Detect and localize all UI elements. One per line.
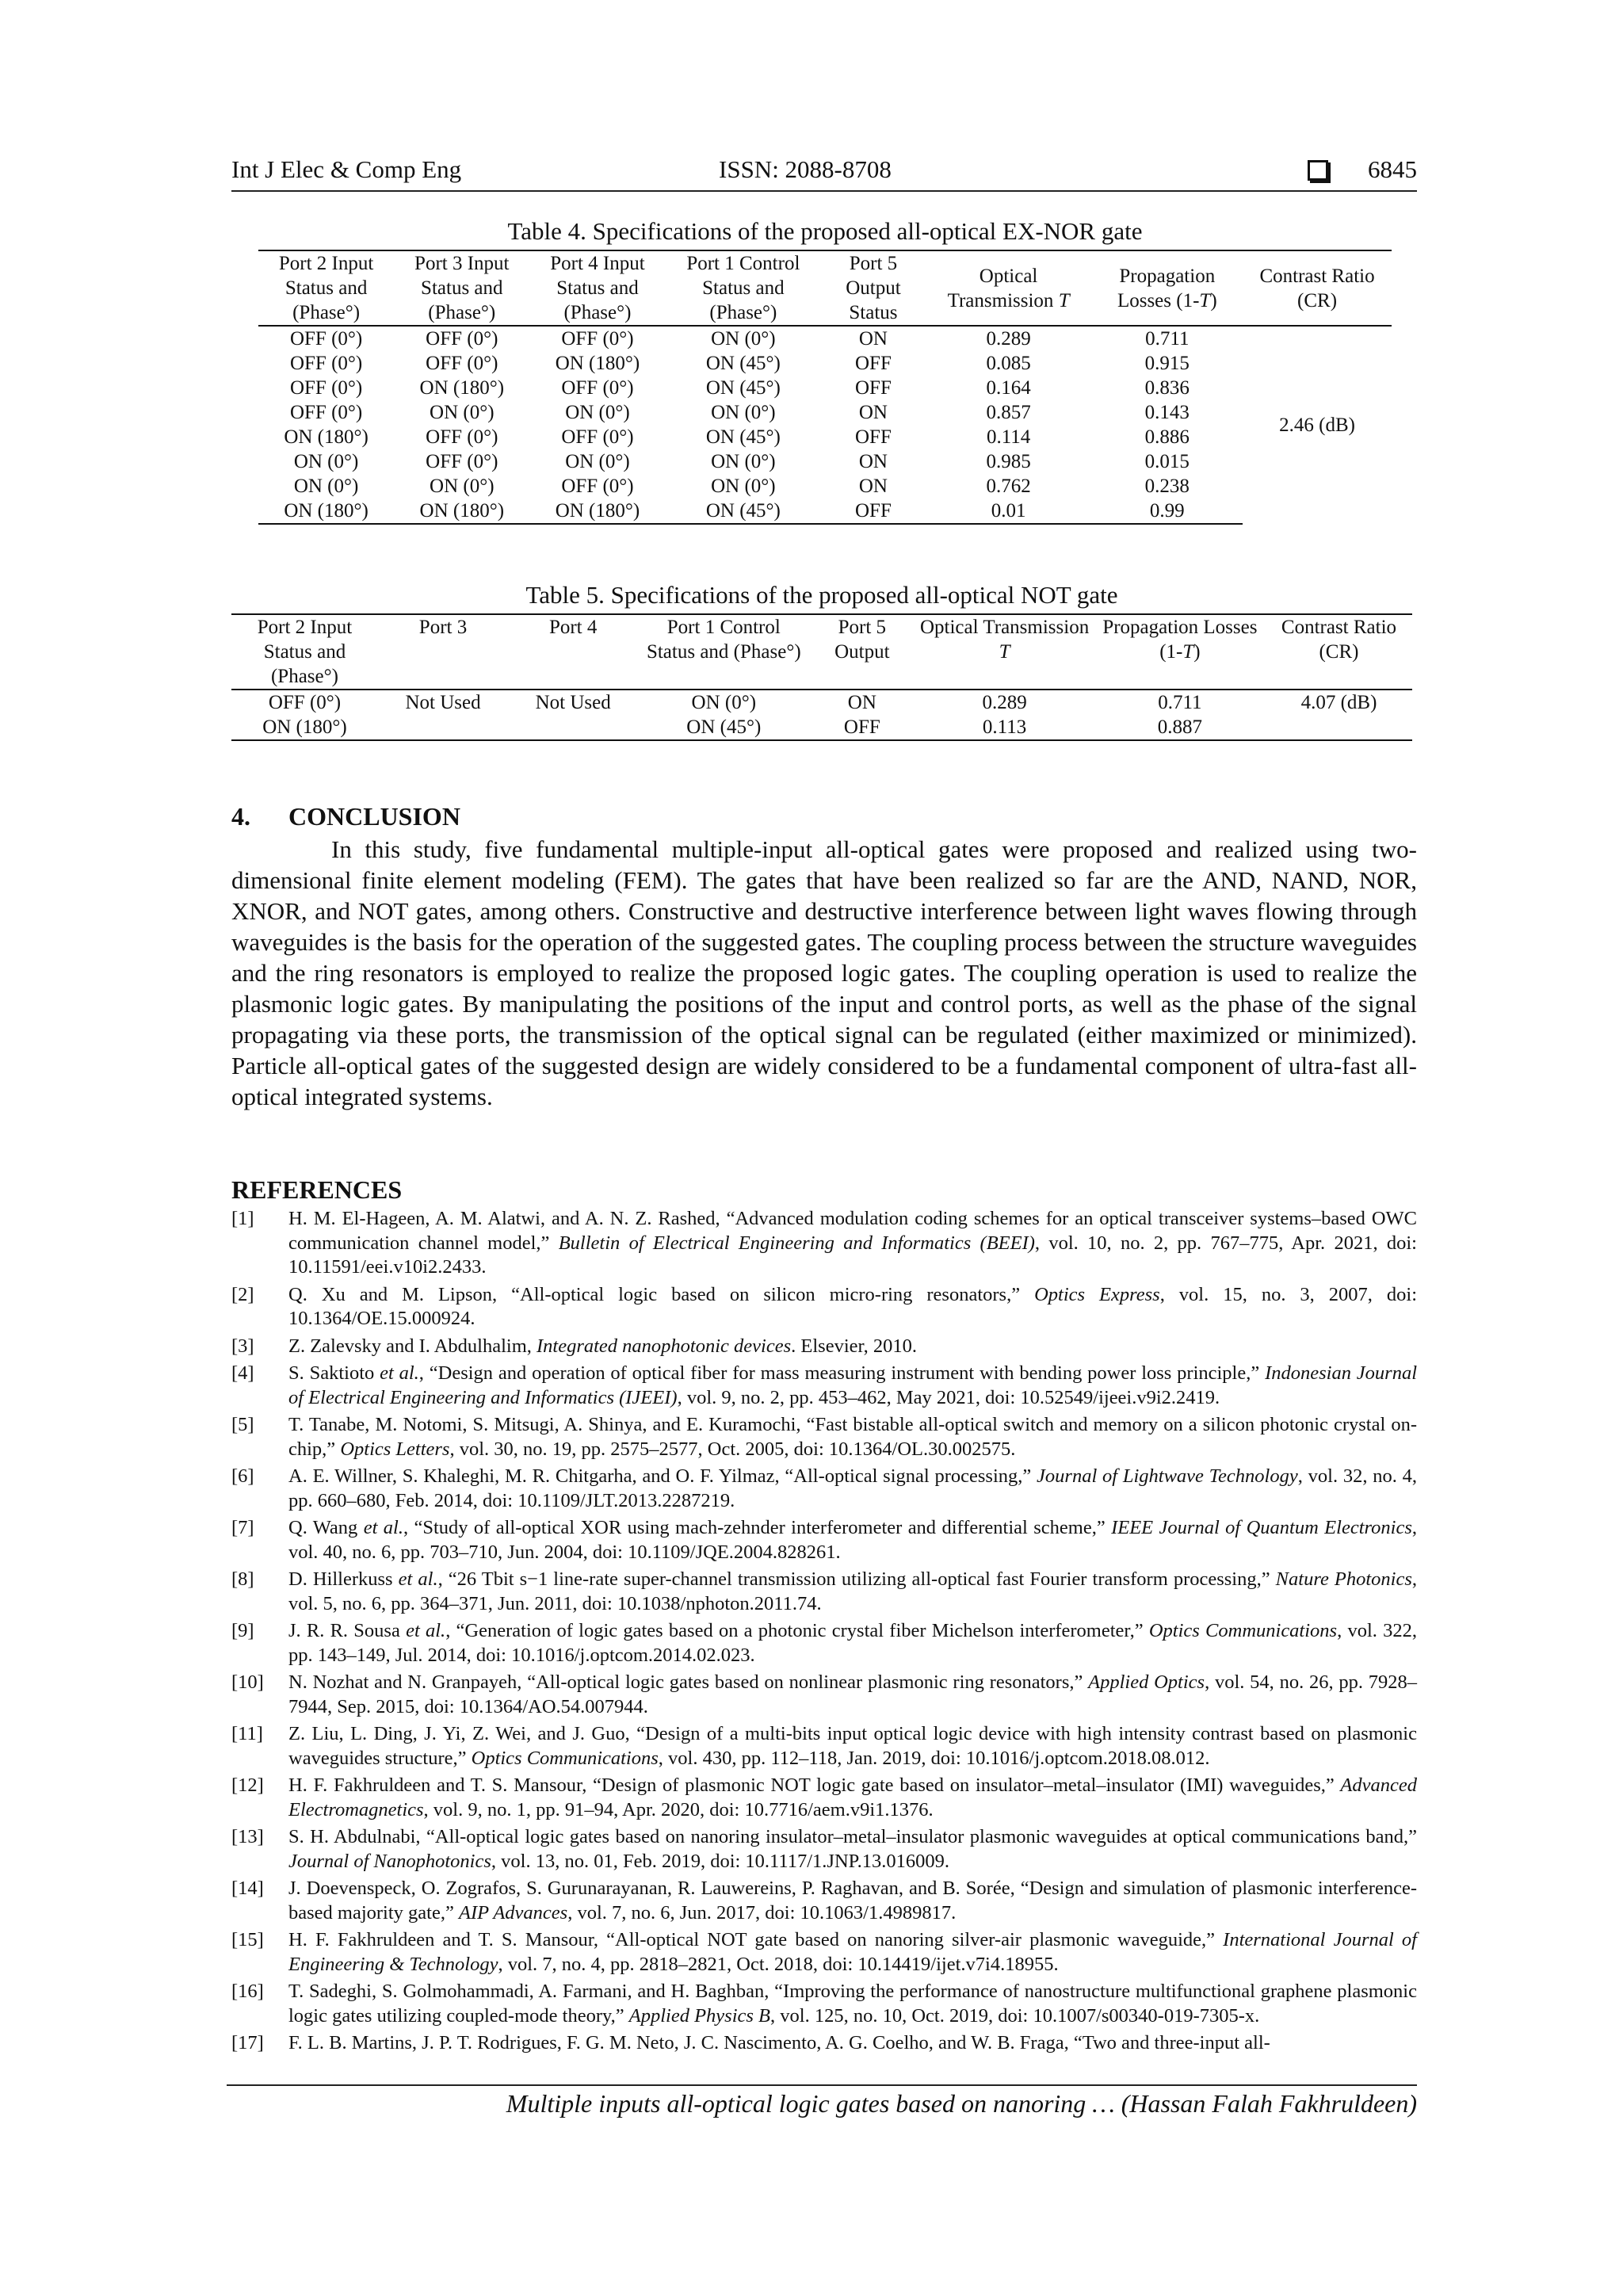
reference-item: [231, 1362, 1417, 1410]
contrast-ratio-cell: 2.46 (dB): [1279, 415, 1355, 436]
table-cell: ON (180°): [394, 499, 529, 524]
reference-number: [4]: [231, 1362, 254, 1384]
reference-details: , vol. 32, no. 4, pp. 660–680, Feb. 2014, doi: 10.1109/JLT.2013.2287219.: [288, 1465, 1417, 1511]
table4-header-cell: Optical Transmission T: [926, 250, 1092, 326]
table-row: [258, 425, 1392, 449]
reference-authors: A. E. Willner, S. Khaleghi, M. R. Chitgarha, and O. F. Yilmaz, “All-optical signal processing,”: [288, 1465, 1037, 1487]
reference-number: [7]: [231, 1517, 254, 1538]
reference-title: , “Design and operation of optical fiber for mass measuring instrument with bending power loss principle,”: [418, 1362, 1266, 1384]
reference-authors: H. M. El-Hageen, A. M. Alatwi, and A. N. Z. Rashed, “Advanced modulation coding schemes for an optical transceiver systems–based OWC communication channel model,”: [288, 1208, 1417, 1254]
table5-header-cell: Propagation Losses (1-T): [1094, 614, 1266, 690]
table-row: [258, 474, 1392, 499]
table-cell: 0.164: [986, 377, 1031, 399]
conclusion-heading: [231, 802, 460, 831]
table5-header-cell: Contrast Ratio (CR): [1266, 614, 1412, 690]
reference-authors: J. Doevenspeck, O. Zografos, S. Gurunarayanan, R. Lauwereins, P. Raghavan, and B. Sorée, “Design and simulation of plasmonic interference-based majority gate,”: [288, 1878, 1417, 1924]
reference-number: [14]: [231, 1878, 264, 1899]
table-cell: OFF (0°): [561, 377, 634, 399]
table5-header-cell: Port 2 Input Status and (Phase°): [231, 614, 378, 690]
table-cell: [1266, 715, 1412, 740]
reference-details: , vol. 10, no. 2, pp. 767–775, Apr. 2021, doi: 10.11591/eei.v10i2.2433.: [288, 1232, 1417, 1278]
table-cell: OFF: [855, 353, 892, 374]
table-cell: ON (180°): [284, 426, 369, 448]
table-cell: ON (180°): [258, 499, 394, 524]
table4-header-cell: Port 3 Input Status and (Phase°): [394, 250, 529, 326]
table-cell: OFF: [855, 426, 892, 448]
table-cell: 0.915: [1144, 353, 1190, 374]
table4-caption: Table 4. Specifications of the proposed all-optical EX-NOR gate: [507, 217, 1143, 245]
reference-details: , vol. 430, pp. 112–118, Jan. 2019, doi: 10.1016/j.optcom.2018.08.012.: [658, 1747, 1210, 1769]
reference-list: [231, 1207, 1417, 2059]
table-row: [258, 326, 1392, 351]
reference-number: [8]: [231, 1568, 254, 1590]
table-cell: 0.762: [986, 476, 1031, 497]
reference-number: [6]: [231, 1465, 254, 1487]
table5-caption: Table 5. Specifications of the proposed all-optical NOT gate: [525, 581, 1118, 609]
table-cell: Not Used: [535, 692, 611, 713]
reference-venue: Applied Physics B: [628, 2004, 771, 2027]
table-cell: ON (0°): [711, 451, 776, 472]
reference-number: [16]: [231, 1981, 264, 2002]
reference-authors: N. Nozhat and N. Granpayeh, “All-optical logic gates based on nonlinear plasmonic ring resonators,”: [288, 1671, 1089, 1693]
table-row: [231, 690, 1412, 715]
reference-venue: Advanced Electromagnetics: [288, 1775, 1417, 1820]
reference-item: [231, 1671, 1417, 1719]
references-heading: REFERENCES: [231, 1175, 403, 1204]
reference-venue: International Journal of Engineering & Technology: [288, 1929, 1417, 1975]
table-cell: OFF: [809, 715, 915, 740]
reference-item: [231, 1335, 1417, 1359]
table-cell: ON (0°): [430, 402, 495, 423]
reference-number: [1]: [231, 1208, 254, 1229]
reference-number: [13]: [231, 1826, 264, 1847]
table-row: [258, 351, 1392, 376]
table-cell: ON (180°): [555, 353, 640, 374]
issn: ISSN: 2088-8708: [719, 155, 892, 183]
section-title: CONCLUSION: [288, 802, 460, 831]
table-cell: ON: [847, 692, 876, 713]
reference-authors: Z. Zalevsky and I. Abdulhalim,: [288, 1335, 537, 1357]
table-cell: 0.836: [1144, 377, 1190, 399]
table-cell: ON (45°): [705, 353, 781, 374]
reference-venue: Bulletin of Electrical Engineering and Informatics (BEEI): [558, 1232, 1035, 1254]
table-row: [258, 499, 1392, 524]
table-cell: ON (0°): [691, 692, 757, 713]
table-cell: 0.015: [1144, 451, 1190, 472]
reference-details: , vol. 7, no. 4, pp. 2818–2821, Oct. 2018, doi: 10.14419/ijet.v7i4.18955.: [498, 1953, 1059, 1975]
table-cell: 0.289: [986, 328, 1031, 350]
reference-venue: IEEE Journal of Quantum Electronics: [1111, 1517, 1412, 1538]
reference-authors: T. Sadeghi, S. Golmohammadi, A. Farmani, and H. Baghban, “Improving the performance of nanostructure multifunctional graphene plasmonic logic gates utilizing coupled-mode theory,”: [288, 1981, 1417, 2027]
reference-authors: Z. Liu, L. Ding, J. Yi, Z. Wei, and J. Guo, “Design of a multi-bits input optical logic device with high intensity contrast based on plasmonic waveguides structure,”: [288, 1723, 1417, 1769]
table5: [231, 613, 1412, 741]
table4-header-row: [258, 250, 1392, 326]
reference-details: , vol. 125, no. 10, Oct. 2019, doi: 10.1007/s00340-019-7305-x.: [770, 2004, 1260, 2027]
table-cell: 0.238: [1144, 476, 1190, 497]
table5-header-cell: Optical Transmission T: [915, 614, 1094, 690]
table-cell: ON (0°): [565, 402, 630, 423]
reference-authors: H. F. Fakhruldeen and T. S. Mansour, “Design of plasmonic NOT logic gate based on insulator–metal–insulator (IMI) waveguides,”: [288, 1775, 1341, 1796]
table-row: [258, 400, 1392, 425]
reference-item: [231, 1774, 1417, 1822]
reference-details: , vol. 7, no. 6, Jun. 2017, doi: 10.1063/1.4989817.: [567, 1901, 957, 1924]
table5-header-cell: Port 3: [378, 614, 508, 690]
reference-authors: S. Saktioto: [288, 1362, 380, 1384]
table5-header-row: [231, 614, 1412, 690]
table-cell: 0.113: [915, 715, 1094, 740]
reference-details: , vol. 15, no. 3, 2007, doi: 10.1364/OE.15.000924.: [288, 1283, 1417, 1329]
reference-venue: Optics Communications: [1148, 1620, 1338, 1641]
table-cell: ON (0°): [711, 476, 776, 497]
running-footer: Multiple inputs all-optical logic gates based on nanoring … (Hassan Falah Fakhruldeen): [506, 2089, 1417, 2118]
reference-etal: et al.: [363, 1517, 403, 1538]
table-cell: ON: [858, 451, 888, 472]
reference-item: [231, 1980, 1417, 2028]
table-row: [231, 715, 1412, 740]
reference-venue: Indonesian Journal of Electrical Engineering and Informatics (IJEEI): [288, 1362, 1417, 1408]
reference-authors: Q. Xu and M. Lipson, “All-optical logic based on silicon micro-ring resonators,”: [288, 1283, 1035, 1305]
reference-venue: Optics Letters: [340, 1438, 450, 1460]
reference-item: [231, 1722, 1417, 1771]
header-rule: [231, 190, 1417, 192]
table4-header-cell: Port 1 Control Status and (Phase°): [666, 250, 822, 326]
reference-item: [231, 1877, 1417, 1925]
reference-details: , vol. 9, no. 1, pp. 91–94, Apr. 2020, doi: 10.7716/aem.v9i1.1376.: [423, 1798, 934, 1820]
table-cell: Not Used: [405, 692, 481, 713]
reference-number: [10]: [231, 1671, 264, 1693]
reference-item: [231, 1568, 1417, 1616]
reference-number: [17]: [231, 2032, 264, 2053]
table-cell: 0.857: [986, 402, 1031, 423]
square-bullet-icon: [1308, 160, 1328, 181]
reference-details: , vol. 30, no. 19, pp. 2575–2577, Oct. 2005, doi: 10.1364/OL.30.002575.: [449, 1438, 1016, 1460]
table-cell: 4.07 (dB): [1300, 692, 1377, 713]
table-cell: ON (0°): [293, 451, 359, 472]
table-cell: ON (0°): [711, 328, 776, 350]
table4-header-cell: Port 5 Output Status: [821, 250, 926, 326]
reference-authors: F. L. B. Martins, J. P. T. Rodrigues, F. G. M. Neto, J. C. Nascimento, A. G. Coelho, and W. B. Fraga, “Two and three-input all-: [288, 2032, 1270, 2053]
reference-item: [231, 1283, 1417, 1331]
reference-number: [3]: [231, 1335, 254, 1357]
table-cell: OFF (0°): [289, 328, 363, 350]
table-cell: 0.887: [1094, 715, 1266, 740]
reference-etal: et al.: [380, 1362, 419, 1384]
reference-venue: Integrated nanophotonic devices: [537, 1335, 792, 1357]
table-cell: 0.085: [986, 353, 1031, 374]
table-cell: ON (180°): [529, 499, 665, 524]
table-row: [258, 376, 1392, 400]
table-cell: 0.01: [926, 499, 1092, 524]
table-cell: ON (0°): [565, 451, 630, 472]
table-cell: ON (180°): [419, 377, 505, 399]
conclusion-paragraph: In this study, five fundamental multiple-input all-optical gates were proposed and realized using two-dimensional finite element modeling (FEM). The gates that have been realized so far are the AND, NAND, NOR, XNOR, and NOT gates, among others. Constructive and destructive interference between light waves flowing through waveguides is the basis for the operation of the suggested gates. The coupling process between the structure waveguides and the ring resonators is employed to realize the proposed logic gates. The coupling operation is used to realize the plasmonic logic gates. By manipulating the positions of the input and control ports, as well as the phase of the signal propagating via these ports, the transmission of the optical signal can be regulated (either maximized or minimized). Particle all-optical gates of the suggested design are widely considered to be a fundamental component of ultra-fast all-optical integrated systems.: [231, 835, 1417, 1110]
reference-venue: Applied Optics: [1088, 1671, 1205, 1693]
table-cell: ON (45°): [666, 499, 822, 524]
reference-title: , “Study of all-optical XOR using mach-zehnder interferometer and differential scheme,”: [403, 1517, 1112, 1538]
reference-item: [231, 1413, 1417, 1461]
reference-authors: S. H. Abdulnabi, “All-optical logic gates based on nanoring insulator–metal–insulator plasmonic waveguides at optical communications band,”: [288, 1826, 1417, 1847]
table5-header-cell: Port 1 Control Status and (Phase°): [638, 614, 809, 690]
reference-item: [231, 1825, 1417, 1874]
table-cell: ON (45°): [705, 426, 781, 448]
table-cell: 0.99: [1092, 499, 1243, 524]
reference-details: , vol. 13, no. 01, Feb. 2019, doi: 10.1117/1.JNP.13.016009.: [491, 1850, 949, 1872]
running-header: [231, 155, 1417, 190]
table-cell: OFF: [855, 377, 892, 399]
table-cell: OFF (0°): [426, 426, 498, 448]
table-cell: ON (45°): [705, 377, 781, 399]
page-number: 6845: [1368, 155, 1417, 183]
reference-authors: H. F. Fakhruldeen and T. S. Mansour, “All-optical NOT gate based on nanoring silver-air plasmonic waveguide,”: [288, 1929, 1224, 1950]
table-cell: ON (0°): [293, 476, 359, 497]
reference-venue: AIP Advances: [458, 1901, 568, 1924]
reference-etal: et al.: [406, 1620, 446, 1641]
table-cell: ON (45°): [638, 715, 809, 740]
table-cell: 0.711: [1158, 692, 1202, 713]
table4-header-cell: Port 2 Input Status and (Phase°): [258, 250, 394, 326]
reference-number: [5]: [231, 1414, 254, 1435]
table-cell: OFF (0°): [561, 426, 634, 448]
table-cell: OFF (0°): [561, 328, 634, 350]
table4-header-cell: Propagation Losses (1-T): [1092, 250, 1243, 326]
table-cell: ON (0°): [430, 476, 495, 497]
reference-venue: Optics Express: [1034, 1283, 1160, 1305]
table-cell: OFF (0°): [426, 328, 498, 350]
table-cell: 0.985: [986, 451, 1031, 472]
reference-venue: Nature Photonics: [1275, 1568, 1412, 1590]
reference-title: , “Generation of logic gates based on a photonic crystal fiber Michelson interferometer,”: [445, 1620, 1149, 1641]
reference-item: [231, 1619, 1417, 1668]
reference-details: , vol. 322, pp. 143–149, Jul. 2014, doi: 10.1016/j.optcom.2014.02.023.: [288, 1620, 1417, 1666]
reference-number: [15]: [231, 1929, 264, 1950]
table-cell: [378, 715, 508, 740]
reference-details: , vol. 5, no. 6, pp. 364–371, Jun. 2011, doi: 10.1038/nphoton.2011.74.: [288, 1568, 1417, 1614]
table-cell: OFF: [821, 499, 926, 524]
table-cell: 0.886: [1144, 426, 1190, 448]
journal-name: Int J Elec & Comp Eng: [231, 155, 462, 183]
table-row: [258, 449, 1392, 474]
reference-etal: et al.: [398, 1568, 438, 1590]
reference-details: , vol. 40, no. 6, pp. 703–710, Jun. 2004, doi: 10.1109/JQE.2004.828261.: [288, 1517, 1417, 1563]
table-cell: OFF (0°): [268, 692, 342, 713]
reference-venue: Optics Communications: [471, 1747, 659, 1769]
reference-item: [231, 2031, 1417, 2056]
table-cell: OFF (0°): [426, 451, 498, 472]
table-cell: 0.711: [1145, 328, 1190, 350]
table5-header-cell: Port 4: [508, 614, 638, 690]
table-cell: 0.114: [986, 426, 1031, 448]
reference-details: , vol. 54, no. 26, pp. 7928–7944, Sep. 2015, doi: 10.1364/AO.54.007944.: [288, 1671, 1417, 1717]
table-cell: ON: [858, 476, 888, 497]
table-cell: 0.289: [982, 692, 1027, 713]
table-cell: ON (180°): [231, 715, 378, 740]
reference-details: . Elsevier, 2010.: [791, 1335, 918, 1357]
reference-authors: J. R. R. Sousa: [288, 1620, 407, 1641]
table-cell: OFF (0°): [561, 476, 634, 497]
reference-authors: T. Tanabe, M. Notomi, S. Mitsugi, A. Shinya, and E. Kuramochi, “Fast bistable all-optical switch and memory on a silicon photonic crystal on-chip,”: [288, 1414, 1417, 1460]
table-cell: OFF (0°): [426, 353, 498, 374]
reference-number: [9]: [231, 1620, 254, 1641]
table5-header-cell: Port 5 Output: [809, 614, 915, 690]
reference-title: , “26 Tbit s−1 line-rate super-channel transmission utilizing all-optical fast Fourier transform processing,”: [437, 1568, 1276, 1590]
reference-number: [11]: [231, 1723, 263, 1744]
table-cell: OFF (0°): [289, 402, 363, 423]
reference-authors: Q. Wang: [288, 1517, 364, 1538]
table-cell: [508, 715, 638, 740]
table4-header-cell: Contrast Ratio (CR): [1243, 250, 1392, 326]
reference-venue: Journal of Lightwave Technology: [1037, 1465, 1298, 1487]
reference-details: , vol. 9, no. 2, pp. 453–462, May 2021, doi: 10.52549/ijeei.v9i2.2419.: [677, 1386, 1220, 1408]
table-cell: OFF (0°): [289, 377, 363, 399]
table-cell: ON (0°): [711, 402, 776, 423]
reference-item: [231, 1516, 1417, 1564]
footer-rule: [227, 2084, 1417, 2086]
table-cell: ON: [858, 328, 888, 350]
table-cell: 0.143: [1144, 402, 1190, 423]
table4: [258, 250, 1392, 525]
reference-item: [231, 1207, 1417, 1280]
table-cell: ON: [858, 402, 888, 423]
table4-body: [258, 326, 1392, 524]
table5-body: [231, 690, 1412, 740]
table-cell: OFF (0°): [289, 353, 363, 374]
reference-item: [231, 1465, 1417, 1513]
reference-number: [2]: [231, 1283, 254, 1305]
reference-authors: D. Hillerkuss: [288, 1568, 399, 1590]
reference-number: [12]: [231, 1775, 264, 1796]
table4-header-cell: Port 4 Input Status and (Phase°): [529, 250, 665, 326]
reference-venue: Journal of Nanophotonics: [288, 1850, 491, 1872]
reference-item: [231, 1928, 1417, 1977]
section-number: 4.: [231, 802, 250, 831]
